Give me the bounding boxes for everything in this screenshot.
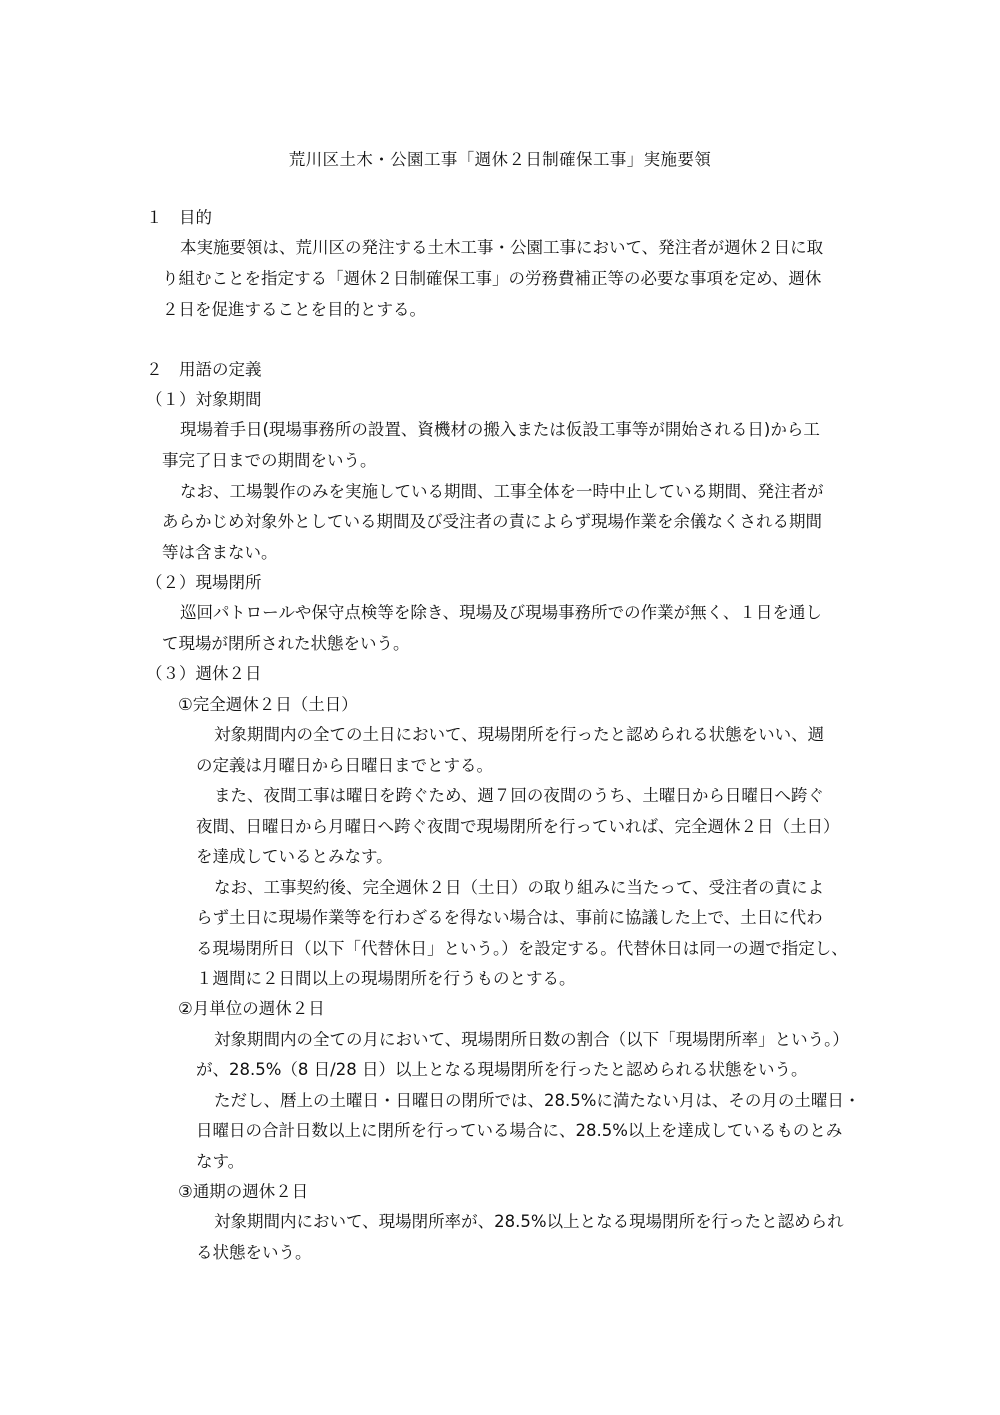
subsection-heading: （３）週休２日 <box>146 664 262 683</box>
paragraph-line: あらかじめ対象外としている期間及び受注者の責によらず現場作業を余儀なくされる期間 <box>162 512 822 531</box>
section-heading: ２ 用語の定義 <box>146 360 262 379</box>
section-heading: １ 目的 <box>146 208 212 227</box>
paragraph-line: 対象期間内において、現場閉所率が、28.5%以上となる現場閉所を行ったと認められ <box>214 1212 844 1231</box>
paragraph-line: ２日を促進することを目的とする。 <box>162 300 426 319</box>
paragraph-line: の定義は月曜日から日曜日までとする。 <box>196 756 493 775</box>
paragraph-line: る状態をいう。 <box>196 1243 312 1262</box>
paragraph-line: 事完了日までの期間をいう。 <box>162 451 377 470</box>
paragraph-line: が、28.5%（8 日/28 日）以上となる現場閉所を行ったと認められる状態をいう。 <box>196 1060 808 1079</box>
paragraph-line: 対象期間内の全ての土日において、現場閉所を行ったと認められる状態をいい、週 <box>214 725 825 744</box>
paragraph-line: 日曜日の合計日数以上に閉所を行っている場合に、28.5%以上を達成しているものとみ <box>196 1121 843 1140</box>
paragraph-line: 等は含まない。 <box>162 543 278 562</box>
paragraph-line: なお、工事契約後、完全週休２日（土日）の取り組みに当たって、受注者の責によ <box>214 878 825 897</box>
paragraph-line: 現場着手日(現場事務所の設置、資機材の搬入または仮設工事等が開始される日)から工 <box>180 420 820 439</box>
subsection-heading: （２）現場閉所 <box>146 573 262 592</box>
paragraph-line: １週間に２日間以上の現場閉所を行うものとする。 <box>196 969 576 988</box>
paragraph-line: る現場閉所日（以下「代替休日」という。）を設定する。代替休日は同一の週で指定し、 <box>196 939 848 958</box>
paragraph-line: り組むことを指定する「週休２日制確保工事」の労務費補正等の必要な事項を定め、週休 <box>162 269 822 288</box>
paragraph-line: ただし、暦上の土曜日・日曜日の閉所では、28.5%に満たない月は、その月の土曜日・ <box>214 1091 861 1110</box>
paragraph-line: 夜間、日曜日から月曜日へ跨ぐ夜間で現場閉所を行っていれば、完全週休２日（土日） <box>196 817 840 836</box>
document-title: 荒川区土木・公園工事「週休２日制確保工事」実施要領 <box>288 150 712 169</box>
paragraph-line: なお、工場製作のみを実施している期間、工事全体を一時中止している期間、発注者が <box>180 482 824 501</box>
paragraph-line: らず土日に現場作業等を行わざるを得ない場合は、事前に協議した上で、土日に代わ <box>196 908 823 927</box>
paragraph-line: 本実施要領は、荒川区の発注する土木工事・公園工事において、発注者が週休２日に取 <box>180 238 824 257</box>
paragraph-line: また、夜間工事は曜日を跨ぐため、週７回の夜間のうち、土曜日から日曜日へ跨ぐ <box>214 786 824 805</box>
item-heading: ①完全週休２日（土日） <box>178 695 358 714</box>
subsection-heading: （１）対象期間 <box>146 390 262 409</box>
paragraph-line: 対象期間内の全ての月において、現場閉所日数の割合（以下「現場閉所率」という。） <box>214 1030 849 1049</box>
item-heading: ③通期の週休２日 <box>178 1182 309 1201</box>
paragraph-line: なす。 <box>196 1152 245 1171</box>
paragraph-line: を達成しているとみなす。 <box>196 847 393 866</box>
paragraph-line: 巡回パトロールや保守点検等を除き、現場及び現場事務所での作業が無く、１日を通し <box>180 603 822 622</box>
item-heading: ②月単位の週休２日 <box>178 999 325 1018</box>
paragraph-line: て現場が閉所された状態をいう。 <box>162 634 410 653</box>
